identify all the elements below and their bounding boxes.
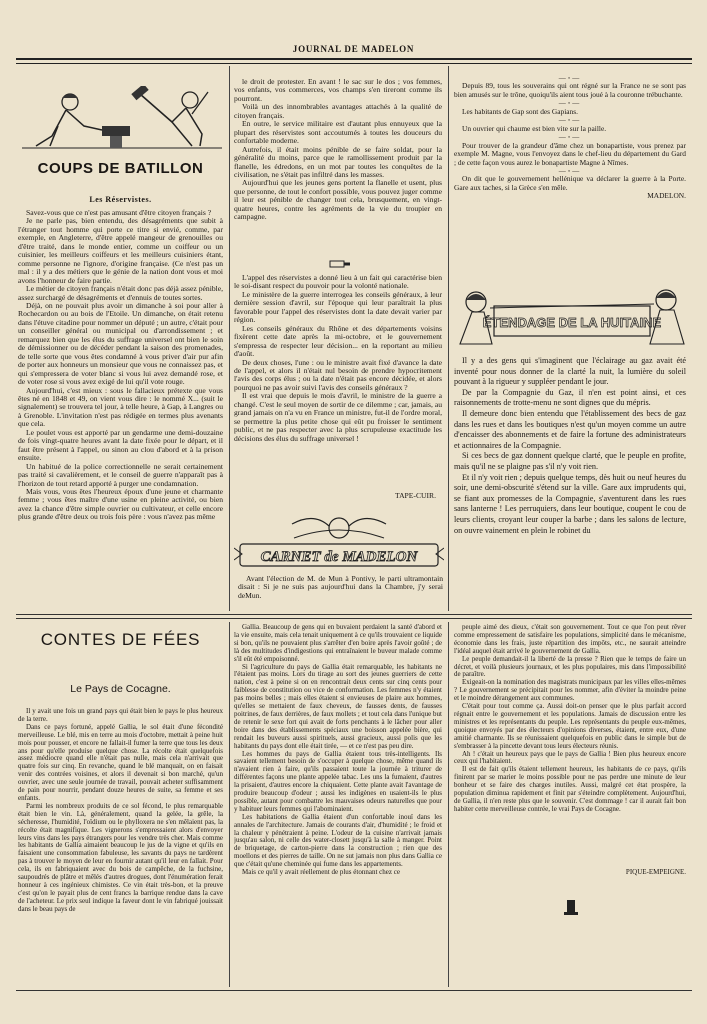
ornament: —◦— [558, 74, 582, 82]
paragraph: Autrefois, il était moins pénible de se faire soldat, pour la généralité du moins, parce que le ramollissement produit par la flanelle, les édredons, en un mot par toutes les conquêtes de la civilisation, ne s'était pas infiltré dans les masses. [234, 144, 442, 179]
paragraph: Et il n'y voit rien ; depuis quelque temps, dès huit ou neuf heures du soir, une demi-obscurité s'étend sur la ville. Gare aux imprudents qui, se fiant aux promesses de la Compagnie, s'aventurent dans les rues sans lanterne ! Les perruquiers, dans leur boutique, coupent le cou de leurs clients, croyant leur couper la barbe ; dans les salons de lecture, on ouvre vainement en plein le robinet du [454, 472, 686, 535]
madelon-column [454, 74, 686, 284]
paragraph: En outre, le service militaire est d'autant plus ennuyeux que la plupart des réservistes sont accoutumés à toutes les douceurs du confortable moderne. [234, 119, 442, 146]
ornament: —◦— [558, 116, 582, 125]
column-divider [448, 622, 449, 987]
paragraph: Le peuple demandait-il la liberté de la presse ? Rien que le temps de faire un décret, et voilà plusieurs journaux, et les plus populaires, mis dans l'impossibilité de paraître. [454, 654, 686, 679]
paragraph: Voilà un des innombrables avantages attachés à la qualité de citoyen français. [234, 102, 442, 120]
ornament: —◦— [558, 133, 582, 142]
paragraph: Je ne parle pas, bien entendu, des désagréments que subit à l'étranger tout homme qui porte ce titre si envié, comme, par exemple, en Angleterre, d'être appelé mangeur de grenouilles ou d'être traité, dans le monde entier, comme un coiffeur ou un cuisinier, les meilleurs coiffeurs et les meilleurs cuisiniers étant, comme personne ne l'ignore, d'origine française. (Ce n'est pas un mal : il y a des métiers que le génie de la nation dont vous et moi avons l'honneur de faire partie. [18, 216, 223, 285]
paragraph: Si ces becs de gaz donnent quelque clarté, que le peuple en profite, mais qu'il ne se plaigne pas s'il n'y voit rien. [454, 451, 686, 471]
paragraph: De par la Compagnie du Gaz, il n'en est point ainsi, et ces raisonnements de trotte-menu ne sont dignes que du mépris. [454, 387, 686, 408]
batillon-column-2a [234, 78, 442, 254]
paragraph: C'était pour tout comme ça. Aussi doit-on penser que le plus parfait accord régnait entre le gouvernement et les populations. Jamais de discussion entre les ministres et les représentants du peuple. Les représentants du peuple eux-mêmes, quoique envoyés par des électeurs d'opinions diverses, étaient, entre eux, d'une amitié charmante. Ils se réunissaient quelquefois en public dans le simple but de s'embrasser à la pincette devant tous leurs électeurs réunis. [454, 702, 686, 750]
middle-rule [16, 614, 692, 615]
bottom-rule [16, 990, 692, 991]
paragraph: Aujourd'hui, c'est mieux : sous le fallacieux prétexte que vous êtes né en 1848 et 49, on vient vous dire : le nommé X... (suit le signalement) se trouvera tel jour, à telle heure, à Gap, à Langres ou à Grenoble. L'invitation n'est pas rédigée en termes plus avenants que cela. [18, 385, 223, 429]
signature: MADELON. [647, 191, 686, 201]
paragraph: peuple aimé des dieux, c'était son gouvernement. Tout ce que l'on peut rêver comme empressement de satisfaire les populations, simplicité dans le mécanisme, économie dans les frais, juste répartition des impôts, etc., ne saurait atteindre l'idéal auquel était arrivé le gouvernement de Gallia. [454, 624, 686, 655]
contes-column-3 [454, 624, 686, 864]
article-subtitle: Les Réservistes. [89, 195, 152, 204]
batillon-column-2b [234, 274, 442, 496]
paragraph: Dans ce pays fortuné, appelé Gallia, le sol était d'une fécondité merveilleuse. Le blé, mis en terre au mois d'octobre, mettait à peine huit mois pour pousser, et encore ne fallait-il fumer la terre que tous les deux ans pour qu'elle produise quelque chose. La récolte était quelquefois assez médiocre quand elle n'était pas nulle, mais cela n'arrivait que quatre fois sur cinq. En revanche, quand le blé manquait, on en faisait venir des contrées voisines, et alors il devenait si bon marché, qu'un ouvrier, avec une seule journée de travail, pouvait acheter suffisamment de pain pour nourrir, pendant douze heures de suite, sa femme et ses enfants. [18, 722, 223, 802]
paragraph: Gallia. Beaucoup de gens qui en buvaient perdaient la santé d'abord et la vie ensuite, mais cela tenait uniquement à ce qu'ils trouvaient ce liquide si bon, qu'ils ne pouvaient plus s'arrêter d'en boire après l'avoir goûté ; de là des multitudes d'indigestions qui entraînaient le buveur malade comme s'il eût été empoisonné. [234, 624, 442, 663]
article-title: CONTES DE FÉES [40, 630, 201, 649]
small-figure-ornament-icon [562, 898, 580, 916]
paragraph: Les conseils généraux du Rhône et des départements voisins fixèrent cette date après la mi-octobre, et le gouvernement s'empressa de respecter leur décision... en la reportant au milieu d'août. [234, 323, 442, 359]
paragraph: Il demeure donc bien entendu que l'établissement des becs de gaz dans les rues et dans les boutiques n'est qu'un moyen comme un autre d'encaisser des abonnements et de faire la fortune des administrateurs et actionnaires de la Compagnie. [454, 408, 686, 450]
paragraph: Déjà, on ne pouvait plus avoir un dimanche à soi pour aller à Rochecardon ou au bois de l'Etoile. Un dimanche, on était retenu dans l'étuve citadine pour nommer un député ; un autre, c'était pour un conseiller général ou municipal ou d'arrondissement ; et remarquez bien que les élus du suffrage universel ont bien le soin de démissionner ou de décéder pendant la saison des promenades, de telle sorte que vous êtes condamné à vous priver d'air pur afin de porter aux honneurs un monsieur que vous ne connaissez pas, et qui s'empressera de voter blanc si vous lui avez demandé rose, et de voter rose si vous avez exigé de lui qu'il vote rouge. [18, 300, 223, 387]
masthead: JOURNAL DE MADELON [292, 44, 415, 54]
carnet-banner-title: CARNET de MADELON [260, 549, 418, 565]
ornament: —◦— [558, 166, 582, 175]
signature: PIQUE-EMPEIGNE. [625, 868, 686, 876]
paragraph: Savez-vous que ce n'est pas amusant d'être citoyen français ? [26, 209, 212, 217]
huitaine-banner [454, 282, 688, 348]
column-divider [229, 66, 230, 611]
column-divider [229, 622, 230, 987]
paragraph: Le poulet vous est apporté par un gendarme une demi-douzaine de fois vingt-quatre heures avant la date fixée pour le départ, et il faut être présent à l'appel, ou sinon au clou d'abord et à la prison ensuite. [18, 427, 223, 463]
middle-rule-thin [16, 618, 692, 619]
batillon-column-1 [18, 209, 223, 607]
paragraph: L'appel des réservistes a donné lieu à un fait qui caractérise bien le soi-disant respect du pouvoir pour la volonté nationale. [234, 274, 442, 291]
paragraph: De deux choses, l'une : ou le ministre avait fixé d'avance la date de l'appel, et alors il n'était nul besoin de prendre hypocritement l'avis des corps élus ; ou la date n'était pas encore décidée, et alors pourquoi ne pas avoir suivi l'avis des conseils généraux ? [234, 357, 442, 392]
signature: TAPE-CUIR. [395, 492, 436, 500]
article-subtitle: Le Pays de Cocagne. [70, 683, 171, 695]
carnet-text [238, 575, 443, 605]
paragraph: Si l'agriculture du pays de Gallia était remarquable, les habitants ne l'étaient pas moins. Lors du tirage au sort des jeunes guerriers de cette nation, c'est à peine si on en rencontrait deux cents sur cinq cents pour faiblesse de constitution ou vice de conformation. Les femmes n'y étaient pas moins belles ; mais elles étaient si envieuses de plaire aux hommes, qu'elles se mettaient de faux cheveux, de fausses dents, de fausses poitrines, de faux derrières, de faux mollets ; et tout cela dans l'unique but de retenir le sexe fort qui avait de forts penchants à le lâcher pour aller boire dans des établissements spéciaux une boisson appelée bière, qui rendait les buveurs aussi spirituels, aussi gracieux, aussi polis que les habitants du pays dont elle était tirée, — et ce n'est pas peu dire. [234, 662, 442, 750]
paragraph: Avant l'élection de M. de Mun à Pontivy, le parti ultramontain disait : Si je ne suis pas aujourd'hui dans la Chambre, j'y serai deMun. [238, 575, 443, 600]
paragraph: Les hommes du pays de Gallia étaient tous très-intelligents. Ils savaient tellement besoin de s'occuper à quelque chose, même quand ils n'avaient rien à faire, qu'ils passaient toute la journée à triturer de différentes façons une plante appelée tabac. Les uns la fumaient, d'autres la prisaient, d'autres encore la chiquaient. Cette plante avait l'avantage de produire beaucoup d'odeur ; aussi les indigènes en usaient-ils le plus possible, autant pour combattre les mauvaises odeurs naturelles que pour y habituer leurs femmes qui l'abominaient. [234, 749, 442, 813]
paragraph: Mais ce qu'il y avait réellement de plus étonnant chez ce [242, 868, 400, 877]
batillon-illustration [22, 86, 222, 152]
contes-column-1 [18, 708, 223, 986]
ornament: —◦— [558, 99, 582, 108]
paragraph: Le métier de citoyen français n'était donc pas déjà assez pénible, assez surchargé de désagréments et d'ennuis de toutes sortes. [18, 284, 223, 302]
paragraph: le droit de protester. En avant ! le sac sur le dos ; vos femmes, vos enfants, vos commerces, vos champs s'en tireront comme ils pourront. [234, 78, 442, 103]
paragraph: Il est de fait qu'ils étaient tellement heureux, les habitants de ce pays, qu'ils finirent par se marier le moins possible pour ne pas perdre une minute de leur bonheur et se faire des charges inutiles. Aussi, malgré cet état prospère, la population diminua rapidement et finit par s'éteindre complètement. Aujourd'hui, de Gallia, il n'en reste plus que le souvenir. C'est dommage ! car il aurait fait bon habiter cette merveilleuse contrée, le vrai Pays de Cocagne. [454, 765, 686, 813]
carnet-banner [234, 508, 444, 574]
paragraph: Pour trouver de la grandeur d'âme chez un bonapartiste, vous prenez par exemple M. Magne, vous l'envoyez dans le chef-lieu du département du Gard ; de cette façon vous aurez le bonapartiste Magne à Nîmes. [454, 140, 686, 167]
paragraph: Mais vous, vous êtes l'heureux époux d'une jeune et charmante femme ; vous êtes maître d'une usine en pleine activité, ou bien avez la chance d'être simple ouvrier ou cultivateur, et celle encore plus grande d'être deux ou trois fois père : vous n'avez pas même [18, 486, 223, 522]
paragraph: Le ministère de la guerre interrogea les conseils généraux, à leur dernière session d'avril, sur l'époque qui leur paraîtrait la plus favorable pour l'appel des réservistes dont la date devait varier par région. [234, 289, 442, 325]
paragraph: Il est vrai que depuis le mois d'avril, le ministre de la guerre a changé. C'est le seul moyen de sortir de ce dilemme ; car, jamais, au grand jamais on n'a vu en France un ministre, fut-il de l'ordre moral, se permettre la plus petite chose qui eût pu froisser le sentiment public, et ne pas respecter avec la plus scrupuleuse exactitude les décisions des élus du suffrage universel ! [234, 391, 442, 443]
paragraph: Il y avait une fois un grand pays qui était bien le pays le plus heureux de la terre. [18, 708, 223, 723]
paragraph: Ah ! c'était un heureux pays que le pays de Gallia ! Bien plus heureux encore ceux qui l'habitaient. [454, 749, 686, 766]
column-divider [448, 66, 449, 611]
paragraph: Les habitants de Gap sont des Gapians. [462, 106, 578, 116]
paragraph: Exigeait-on la nomination des magistrats municipaux par les villes elles-mêmes ? Le gouvernement se précipitait pour les nommer, afin d'éviter la moindre peine et le moindre dérangement aux communes. [454, 678, 686, 703]
huitaine-banner-title: ÉTENDAGE DE LA HUITAINE [482, 315, 662, 330]
contes-column-2 [234, 624, 442, 986]
paragraph: On dit que le gouvernement hellénique va déclarer la guerre à la Porte. Gare aux taches, si la Grèce s'en mêle. [454, 174, 686, 192]
paragraph: Un habitué de la police correctionnelle ne serait certainement pas traité si cavalièrement, et le conseil de guerre n'apparaît pas à l'horizon de tout retard apporté à purger une condamnation. [18, 461, 223, 488]
top-rule-thin [16, 63, 692, 64]
paragraph: Il y a des gens qui s'imaginent que l'éclairage au gaz avait été inventé pour nous donner de la clarté la nuit, la lumière du soleil pouvant à la rigueur y suppléer pendant le jour. [454, 356, 686, 387]
paragraph: Aujourd'hui que les jeunes gens portent la flanelle et usent, plus que personne, de tout le confort possible, vous pouvez juger comme il leur est pénible de changer tout cela, brusquement, en vingt-quatre heures, contre les agréments de la vie du troupier en campagne. [234, 178, 442, 222]
huitaine-column [454, 356, 686, 608]
article-title: COUPS DE BATILLON [37, 160, 204, 177]
paragraph: Les habitations de Gallia étaient d'un confortable inouï dans les annales de l'architecture. Jamais de courants d'air, d'humidité ; le froid et la chaleur y pénétraient à peine. L'odeur de la cuisine n'arrivait jamais jusqu'au salon, ni celle des water-closett jusqu'à la salle à manger. Point de briquetage, de carton-pierre dans la construction ; rien que des moellons et des pierres de taille. On ne sut jamais non plus dans Gallia ce que c'était qu'une cheminée qui fume dans les appartements. [234, 812, 442, 869]
bottle-ornament-icon [328, 258, 352, 270]
paragraph: Depuis 89, tous les souverains qui ont régné sur la France ne se sont pas bien amusés sur le trône, quoiqu'ils aient tous joué à la couronne trébuchante. [454, 81, 686, 99]
top-rule [16, 58, 692, 60]
paragraph: Parmi les nombreux produits de ce sol fécond, le plus remarquable était bien le vin. Là, généralement, quand la gelée, la grêle, la sécheresse, l'humidité, l'oïdium ou le phylloxera ne s'en mêlaient pas, la récolte était magnifique. Les vignerons s'empressaient alors d'envoyer leurs vins dans les pays étrangers pour les vendre très cher. Mais comme les habitants de Gallia aimaient beaucoup le jus de la vigne et qu'ils en faisaient une consommation fabuleuse, les savants du pays ne tardèrent pas à trouver le moyen de leur en fournir autant qu'il leur en fallait. Pour cela, ils en fabriquaient avec du bois de campêche, de la fuchsine, saupoudrés de plâtre et mêlés d'autres drogues, dont l'énumération ferait honneur à ces ingénieux chimistes. Ce vin était très-bon, et la preuve c'est qu'on le payait plus de cent francs la barrique rendue dans la cave de l'acheteur. Le prix seul indique la faveur dont le vin fabriqué jouissait dans le beau pays de [18, 801, 223, 913]
paragraph: Un ouvrier qui chaume est bien vite sur la paille. [462, 123, 607, 133]
